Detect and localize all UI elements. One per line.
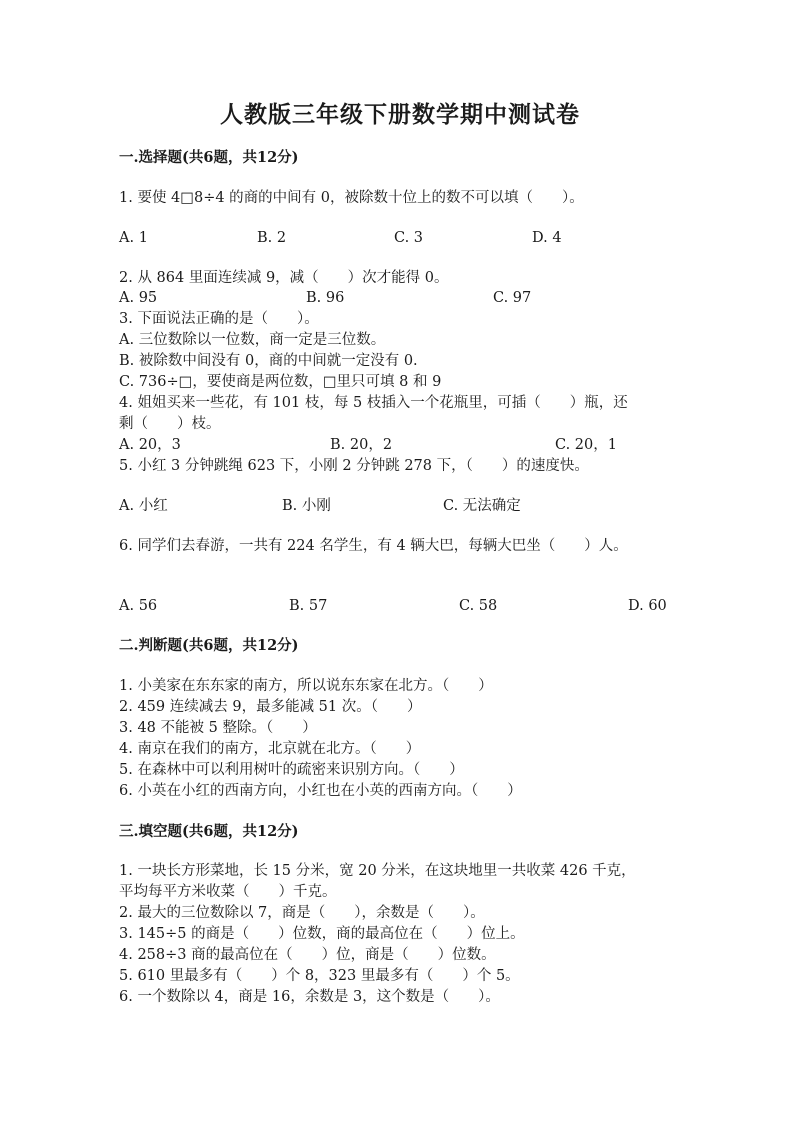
q6-option-b: B. 57: [289, 598, 328, 614]
fill-in-item: 2. 最大的三位数除以 7，商是（ ），余数是（ ）。: [119, 905, 485, 921]
q6-option-d: D. 60: [628, 598, 667, 614]
q2-option-a: A. 95: [119, 290, 158, 306]
question-4-continued: 剩（ ）枝。: [119, 416, 221, 432]
judgment-item: 4. 南京在我们的南方，北京就在北方。（ ）: [119, 741, 421, 757]
q1-option-a: A. 1: [119, 230, 148, 246]
q4-option-c: C. 20，1: [555, 437, 617, 453]
section-heading-fill-in: 三.填空题(共6题，共12分): [119, 823, 299, 840]
question-6: 6. 同学们去春游，一共有 224 名学生，有 4 辆大巴，每辆大巴坐（ ）人。: [119, 538, 628, 554]
fill-in-item: 6. 一个数除以 4，商是 16，余数是 3，这个数是（ ）。: [119, 989, 500, 1005]
judgment-item: 3. 48 不能被 5 整除。（ ）: [119, 720, 317, 736]
q5-option-a: A. 小红: [119, 498, 168, 514]
fill-in-item-continued: 平均每平方米收菜（ ）千克。: [119, 884, 337, 900]
fill-in-item: 4. 258÷3 商的最高位在（ ）位，商是（ ）位数。: [119, 947, 496, 963]
question-2: 2. 从 864 里面连续减 9，减（ ）次才能得 0。: [119, 270, 449, 286]
q2-option-c: C. 97: [493, 290, 532, 306]
question-1: 1. 要使 4□8÷4 的商的中间有 0，被除数十位上的数不可以填（ ）。: [119, 190, 584, 206]
fill-in-item: 1. 一块长方形菜地，长 15 分米，宽 20 分米，在这块地里一共收菜 426 千克，: [119, 863, 636, 879]
judgment-item: 2. 459 连续减去 9，最多能减 51 次。（ ）: [119, 699, 422, 715]
q3-option-c: C. 736÷□，要使商是两位数，□里只可填 8 和 9: [119, 374, 442, 390]
page-title: 人教版三年级下册数学期中测试卷: [220, 101, 580, 128]
q2-option-b: B. 96: [306, 290, 345, 306]
q3-option-a: A. 三位数除以一位数，商一定是三位数。: [119, 332, 386, 348]
question-4: 4. 姐姐买来一些花，有 101 枝，每 5 枝插入一个花瓶里，可插（ ）瓶，还: [119, 395, 628, 411]
q4-option-b: B. 20，2: [330, 437, 393, 453]
fill-in-item: 3. 145÷5 的商是（ ）位数，商的最高位在（ ）位上。: [119, 926, 525, 942]
judgment-item: 5. 在森林中可以利用树叶的疏密来识别方向。（ ）: [119, 762, 464, 778]
q5-option-b: B. 小刚: [282, 498, 331, 514]
q4-option-a: A. 20，3: [119, 437, 181, 453]
q1-option-c: C. 3: [394, 230, 424, 246]
judgment-item: 6. 小英在小红的西南方向，小红也在小英的西南方向。（ ）: [119, 783, 522, 799]
q1-option-b: B. 2: [257, 230, 287, 246]
q1-option-d: D. 4: [532, 230, 562, 246]
section-heading-choice: 一.选择题(共6题，共12分): [119, 149, 299, 166]
q6-option-c: C. 58: [459, 598, 498, 614]
q6-option-a: A. 56: [119, 598, 158, 614]
question-5: 5. 小红 3 分钟跳绳 623 下，小刚 2 分钟跳 278 下，（ ）的速度快。: [119, 458, 589, 474]
judgment-item: 1. 小美家在东东家的南方，所以说东东家在北方。（ ）: [119, 678, 493, 694]
q3-option-b: B. 被除数中间没有 0，商的中间就一定没有 0.: [119, 353, 418, 369]
question-3: 3. 下面说法正确的是（ ）。: [119, 311, 319, 327]
section-heading-judgment: 二.判断题(共6题，共12分): [119, 637, 299, 654]
q5-option-c: C. 无法确定: [443, 498, 521, 514]
fill-in-item: 5. 610 里最多有（ ）个 8，323 里最多有（ ）个 5。: [119, 968, 520, 984]
